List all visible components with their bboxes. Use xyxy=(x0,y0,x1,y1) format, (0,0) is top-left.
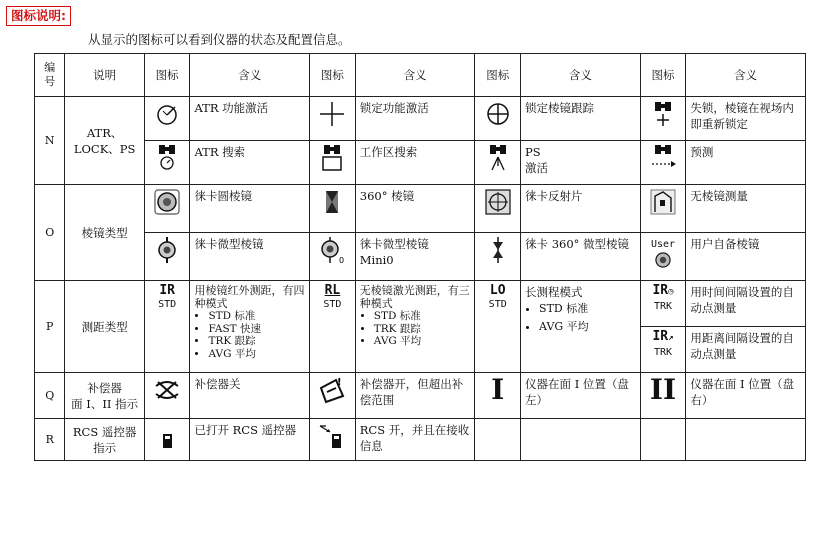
meaning-cell: 工作区搜索 xyxy=(355,141,475,185)
ps-active-icon xyxy=(484,144,512,172)
meaning-cell: 用户自备棱镜 xyxy=(686,233,806,281)
meaning-cell: 失锁，棱镜在视场内即重新锁定 xyxy=(686,97,806,141)
meaning-cell: 已打开 RCS 遥控器 xyxy=(190,419,310,461)
col-header: 图标 xyxy=(475,54,521,97)
meaning-cell: 锁定功能激活 xyxy=(355,97,475,141)
prediction-icon xyxy=(649,144,677,172)
col-header: 含义 xyxy=(355,54,475,97)
rcs-on-icon xyxy=(153,422,181,450)
atr-search-icon xyxy=(153,144,181,172)
svg-text:0: 0 xyxy=(339,256,345,264)
row-number: N xyxy=(35,97,65,185)
row-number: P xyxy=(35,281,65,373)
table-row xyxy=(35,281,806,327)
col-header: 含义 xyxy=(190,54,310,97)
col-header: 含义 xyxy=(686,54,806,97)
meaning-cell: 仪器在面 I 位置（盘右） xyxy=(686,373,806,419)
ir-trk-time-icon: IR◷ TRK xyxy=(640,281,686,327)
meaning-cell: 徕卡 360° 微型棱镜 xyxy=(521,233,641,281)
meaning-cell: 用棱镜红外测距，有四种模式 • STD 标准 • FAST 快速 • TRK 跟踪 • AVG 平均 xyxy=(190,281,310,373)
section-title: 图标说明: xyxy=(6,6,71,26)
row-description: 测距类型 xyxy=(65,281,144,373)
row-description: 补偿器 面 I、II 指示 xyxy=(65,373,144,419)
atr-active-icon xyxy=(153,100,181,128)
table-row xyxy=(35,97,806,141)
meaning-cell: 补偿器关 xyxy=(190,373,310,419)
svg-text:!: ! xyxy=(337,377,342,388)
ir-trk-distance-icon: IR↗ TRK xyxy=(640,327,686,373)
prism-tracking-icon xyxy=(484,100,512,128)
face-one-icon: I xyxy=(491,373,505,406)
meaning-cell: 徕卡圆棱镜 xyxy=(190,185,310,233)
meaning-cell: 补偿器开，但超出补偿范围 xyxy=(355,373,475,419)
meaning-cell: 徕卡微型棱镜 Mini0 xyxy=(355,233,475,281)
table-row xyxy=(35,373,806,419)
meaning-cell: 预测 xyxy=(686,141,806,185)
meaning-cell: ATR 搜索 xyxy=(190,141,310,185)
meaning-cell: ATR 功能激活 xyxy=(190,97,310,141)
empty-cell xyxy=(521,419,641,461)
meaning-cell: 用时间间隔设置的自动点测量 xyxy=(686,281,806,327)
mini0-prism-icon xyxy=(318,236,346,264)
user-prism-label: User xyxy=(650,239,676,250)
lock-active-icon xyxy=(318,100,346,128)
meaning-cell: RCS 开，并且在接收信息 xyxy=(355,419,475,461)
col-header: 图标 xyxy=(640,54,686,97)
col-header: 说明 xyxy=(65,54,144,97)
rcs-receiving-icon xyxy=(318,422,346,450)
meaning-cell: 无棱镜激光测距，有三种模式 • STD 标准 • TRK 跟踪 • AVG 平均 xyxy=(355,281,475,373)
table-row xyxy=(35,185,806,233)
icon-legend-table xyxy=(34,53,806,461)
meaning-cell: PS 激活 xyxy=(521,141,641,185)
col-header-number: 编 号 xyxy=(35,54,65,97)
table-row xyxy=(35,419,806,461)
face-two-icon: II xyxy=(649,373,677,406)
col-header: 图标 xyxy=(310,54,356,97)
empty-cell xyxy=(686,419,806,461)
prism-360-icon xyxy=(318,188,346,216)
lo-std-icon: LO STD xyxy=(475,281,521,373)
empty-cell xyxy=(475,419,521,461)
row-description: ATR、 LOCK、PS xyxy=(65,97,144,185)
row-number: O xyxy=(35,185,65,281)
row-description: RCS 遥控器 指示 xyxy=(65,419,144,461)
user-prism-icon xyxy=(649,239,677,273)
row-number: R xyxy=(35,419,65,461)
ir-std-icon: IR STD xyxy=(144,281,190,373)
compensator-out-of-range-icon xyxy=(318,376,346,404)
meaning-cell: 无棱镜测量 xyxy=(686,185,806,233)
rl-std-icon: RL STD xyxy=(310,281,356,373)
empty-cell xyxy=(640,419,686,461)
meaning-cell: 用距离间隔设置的自动点测量 xyxy=(686,327,806,373)
section-subtitle: 从显示的图标可以看到仪器的状态及配置信息。 xyxy=(88,32,351,47)
reflective-tape-icon xyxy=(484,188,512,216)
table-header-row xyxy=(35,54,806,97)
table-row xyxy=(35,141,806,185)
meaning-cell: 仪器在面 I 位置（盘左） xyxy=(521,373,641,419)
meaning-cell: 锁定棱镜跟踪 xyxy=(521,97,641,141)
meaning-cell: 360° 棱镜 xyxy=(355,185,475,233)
row-number: Q xyxy=(35,373,65,419)
reflectorless-icon xyxy=(649,188,677,216)
col-header: 图标 xyxy=(144,54,190,97)
binoculars-cross-icon xyxy=(649,100,677,128)
col-header: 含义 xyxy=(521,54,641,97)
meaning-cell: 长测程模式 • STD 标准 • AVG 平均 xyxy=(521,281,641,373)
row-description: 棱镜类型 xyxy=(65,185,144,281)
round-prism-icon xyxy=(153,188,181,216)
mini-prism-icon xyxy=(153,236,181,264)
meaning-cell: 徕卡微型棱镜 xyxy=(190,233,310,281)
compensator-off-icon xyxy=(153,376,181,404)
mini-360-prism-icon xyxy=(484,236,512,264)
table-row xyxy=(35,233,806,281)
meaning-cell: 徕卡反射片 xyxy=(521,185,641,233)
area-search-icon xyxy=(318,144,346,172)
